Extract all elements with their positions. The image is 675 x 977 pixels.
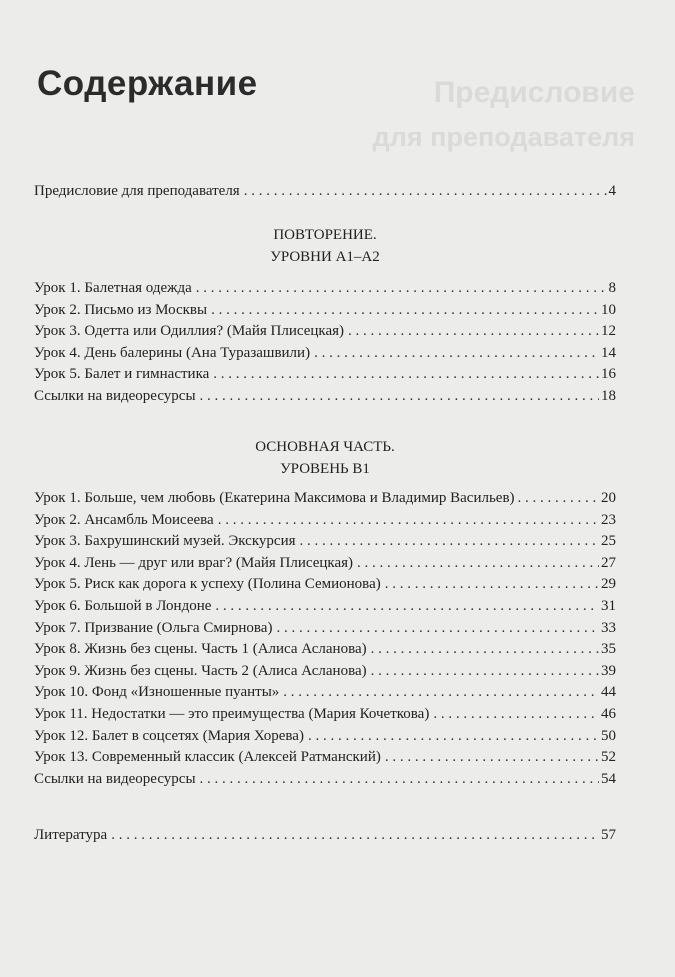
toc-entry-label: Урок 10. Фонд «Изношенные пуанты» xyxy=(34,684,280,701)
toc-preface xyxy=(34,181,616,203)
toc-entry xyxy=(34,553,616,575)
toc-entry xyxy=(34,300,616,322)
dot-leader xyxy=(308,726,599,748)
toc-entry-label: Урок 5. Балет и гимнастика xyxy=(34,366,210,383)
dot-leader xyxy=(200,769,599,791)
toc-entry-page: 52 xyxy=(601,749,616,766)
dot-leader xyxy=(215,596,599,618)
toc-entry-page: 23 xyxy=(601,511,616,528)
toc-entry-label: Урок 8. Жизнь без сцены. Часть 1 (Алиса Асланова) xyxy=(34,641,367,658)
toc-entry xyxy=(34,769,616,791)
toc-entry-page: 27 xyxy=(601,554,616,571)
toc-entry-page: 20 xyxy=(601,490,616,506)
toc-entry-page: 44 xyxy=(601,684,616,701)
section-title: ОСНОВНАЯ ЧАСТЬ. xyxy=(255,439,395,455)
toc-entry-page: 35 xyxy=(601,641,616,658)
toc-entry-page: 29 xyxy=(601,576,616,593)
toc-entry xyxy=(34,531,616,553)
toc-entry xyxy=(34,726,616,748)
toc-entry xyxy=(34,488,616,510)
dot-leader xyxy=(371,661,599,683)
show-through-text: для преподавателя xyxy=(372,122,635,152)
dot-leader xyxy=(111,825,599,847)
toc-entry-page: 31 xyxy=(601,597,616,614)
toc-entry-label: Урок 13. Современный классик (Алексей Ратманский) xyxy=(34,749,381,766)
toc-entry xyxy=(34,386,616,408)
dot-leader xyxy=(283,682,599,704)
dot-leader xyxy=(200,386,599,408)
dot-leader xyxy=(300,531,599,553)
toc-entry xyxy=(34,704,616,726)
dot-leader xyxy=(385,747,599,769)
toc-entry-page: 25 xyxy=(601,533,616,550)
dot-leader xyxy=(433,704,599,726)
toc-entry-page: 54 xyxy=(601,770,616,787)
section-subtitle: УРОВНИ А1–А2 xyxy=(270,249,380,265)
toc-entry xyxy=(34,618,616,640)
toc-entry-page: 14 xyxy=(601,344,616,361)
toc-entry-page: 33 xyxy=(601,619,616,636)
toc-entry xyxy=(34,747,616,769)
toc-entry-page: 12 xyxy=(601,323,616,340)
section-title: ПОВТОРЕНИЕ. xyxy=(273,227,377,243)
toc-entry-label: Урок 5. Риск как дорога к успеху (Полина Семионова) xyxy=(34,576,381,593)
toc-entry-page: 39 xyxy=(601,662,616,679)
toc-entry-label: Ссылки на видеоресурсы xyxy=(34,387,196,404)
section-subtitle: УРОВЕНЬ В1 xyxy=(280,461,370,477)
toc-entry-label: Урок 2. Письмо из Москвы xyxy=(34,301,208,318)
toc-entry-page: 8 xyxy=(608,280,616,296)
dot-leader xyxy=(213,364,599,386)
toc-entry-label: Урок 9. Жизнь без сцены. Часть 2 (Алиса Асланова) xyxy=(34,662,367,679)
dot-leader xyxy=(211,300,599,322)
toc-entry xyxy=(34,181,616,203)
toc-entry xyxy=(34,343,616,365)
page-title: Содержание xyxy=(37,64,258,103)
toc-entry-label: Урок 11. Недостатки — это преимущества (Мария Кочеткова) xyxy=(34,705,430,722)
dot-leader xyxy=(196,278,607,300)
dot-leader xyxy=(348,321,599,343)
toc-entry xyxy=(34,574,616,596)
toc-literature xyxy=(34,825,616,847)
toc-entry xyxy=(34,278,616,300)
toc-entry-label: Урок 12. Балет в соцсетях (Мария Хорева) xyxy=(34,727,304,744)
toc-main-list xyxy=(34,488,616,790)
toc-entry-label: Литература xyxy=(34,827,108,843)
toc-entry-page: 10 xyxy=(601,301,616,318)
toc-entry xyxy=(34,596,616,618)
toc-entry-page: 4 xyxy=(608,183,616,199)
dot-leader xyxy=(371,639,599,661)
toc-entry-label: Урок 1. Балетная одежда xyxy=(34,280,192,296)
toc-entry-label: Предисловие для преподавателя xyxy=(34,183,240,199)
dot-leader xyxy=(314,343,599,365)
toc-entry xyxy=(34,321,616,343)
toc-entry xyxy=(34,639,616,661)
toc-entry-label: Урок 1. Больше, чем любовь (Екатерина Максимова и Владимир Васильев) xyxy=(34,490,515,506)
toc-entry xyxy=(34,510,616,532)
toc-entry-label: Урок 4. День балерины (Ана Туразашвили) xyxy=(34,344,311,361)
toc-review-list xyxy=(34,278,616,408)
dot-leader xyxy=(385,574,599,596)
toc-entry-page: 50 xyxy=(601,727,616,744)
dot-leader xyxy=(518,488,599,510)
toc-entry-page: 57 xyxy=(601,827,616,843)
toc-entry-label: Урок 6. Большой в Лондоне xyxy=(34,597,212,614)
toc-entry xyxy=(34,661,616,683)
toc-entry xyxy=(34,682,616,704)
toc-entry-page: 18 xyxy=(601,387,616,404)
toc-entry-page: 16 xyxy=(601,366,616,383)
dot-leader xyxy=(276,618,599,640)
toc-entry-page: 46 xyxy=(601,705,616,722)
dot-leader xyxy=(218,510,599,532)
toc-entry-label: Ссылки на видеоресурсы xyxy=(34,770,196,787)
toc-entry-label: Урок 3. Бахрушинский музей. Экскурсия xyxy=(34,533,296,550)
dot-leader xyxy=(357,553,599,575)
dot-leader xyxy=(244,181,607,203)
show-through-text: Предисловие xyxy=(433,76,635,109)
toc-entry-label: Урок 2. Ансамбль Моисеева xyxy=(34,511,214,528)
toc-entry-label: Урок 3. Одетта или Одиллия? (Майя Плисецкая) xyxy=(34,323,345,340)
toc-entry xyxy=(34,825,616,847)
toc-entry xyxy=(34,364,616,386)
toc-entry-label: Урок 4. Лень — друг или враг? (Майя Плисецкая) xyxy=(34,554,354,571)
toc-entry-label: Урок 7. Призвание (Ольга Смирнова) xyxy=(34,619,273,636)
